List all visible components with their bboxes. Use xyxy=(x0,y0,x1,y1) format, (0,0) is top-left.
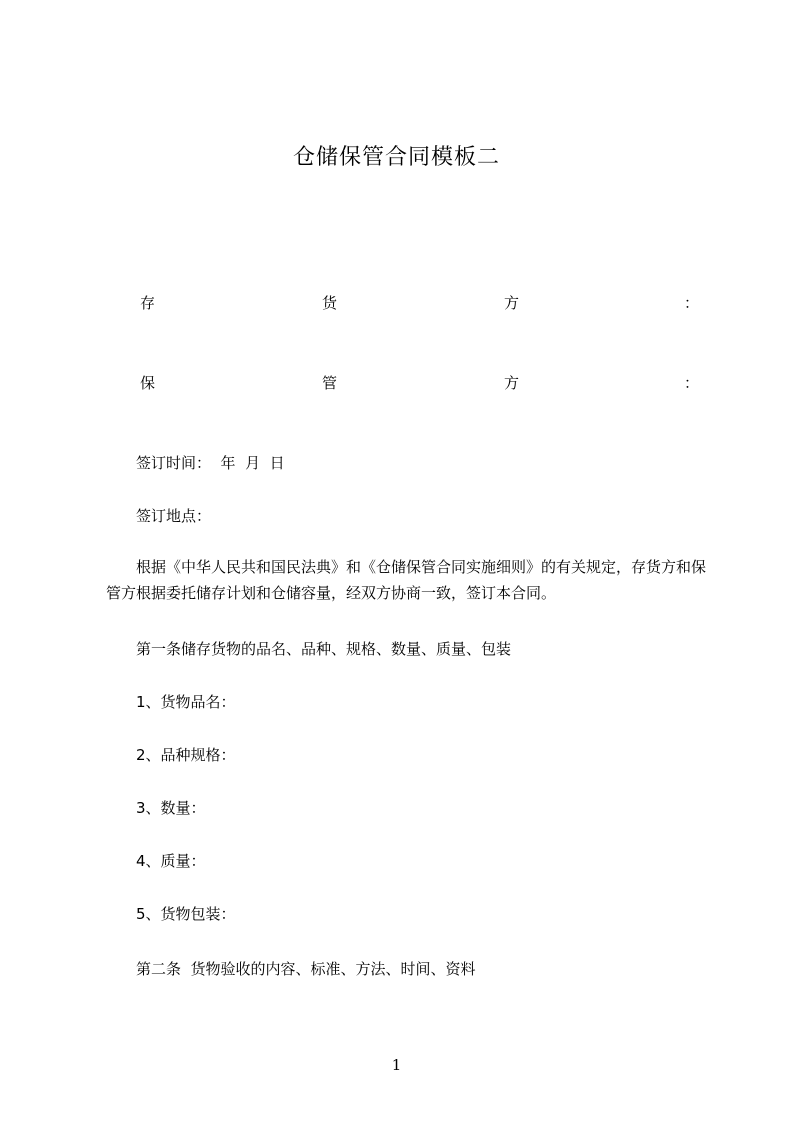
preamble-paragraph: 根据《中华人民共和国民法典》和《仓储保管合同实施细则》的有关规定，存货方和保管方根据委托储存计划和仓储容量，经双方协商一致，签订本合同。 xyxy=(106,558,707,602)
custodian-row xyxy=(140,372,700,394)
sign-time: 签订时间： 年 月 日 xyxy=(136,454,285,472)
depositor-char-2: 货 xyxy=(322,294,338,312)
page-number: 1 xyxy=(391,1056,402,1074)
item-packaging: 5、货物包装： xyxy=(136,905,236,923)
depositor-char-1: 存 xyxy=(140,294,156,312)
custodian-char-2: 管 xyxy=(322,374,338,392)
item-goods-name: 1、货物品名： xyxy=(136,693,236,711)
sign-place: 签订地点： xyxy=(136,507,212,525)
item-quality: 4、质量： xyxy=(136,852,206,870)
document-title: 仓储保管合同模板二 xyxy=(292,145,500,170)
custodian-colon: ： xyxy=(684,374,700,392)
item-quantity: 3、数量： xyxy=(136,799,206,817)
article-2-title: 第二条 货物验收的内容、标准、方法、时间、资料 xyxy=(136,960,476,978)
depositor-row xyxy=(140,292,700,314)
custodian-char-3: 方 xyxy=(504,374,520,392)
depositor-char-3: 方 xyxy=(504,294,520,312)
article-1-title: 第一条储存货物的品名、品种、规格、数量、质量、包装 xyxy=(136,640,512,658)
item-spec: 2、品种规格： xyxy=(136,746,236,764)
depositor-colon: ： xyxy=(684,294,700,312)
custodian-char-1: 保 xyxy=(140,374,156,392)
